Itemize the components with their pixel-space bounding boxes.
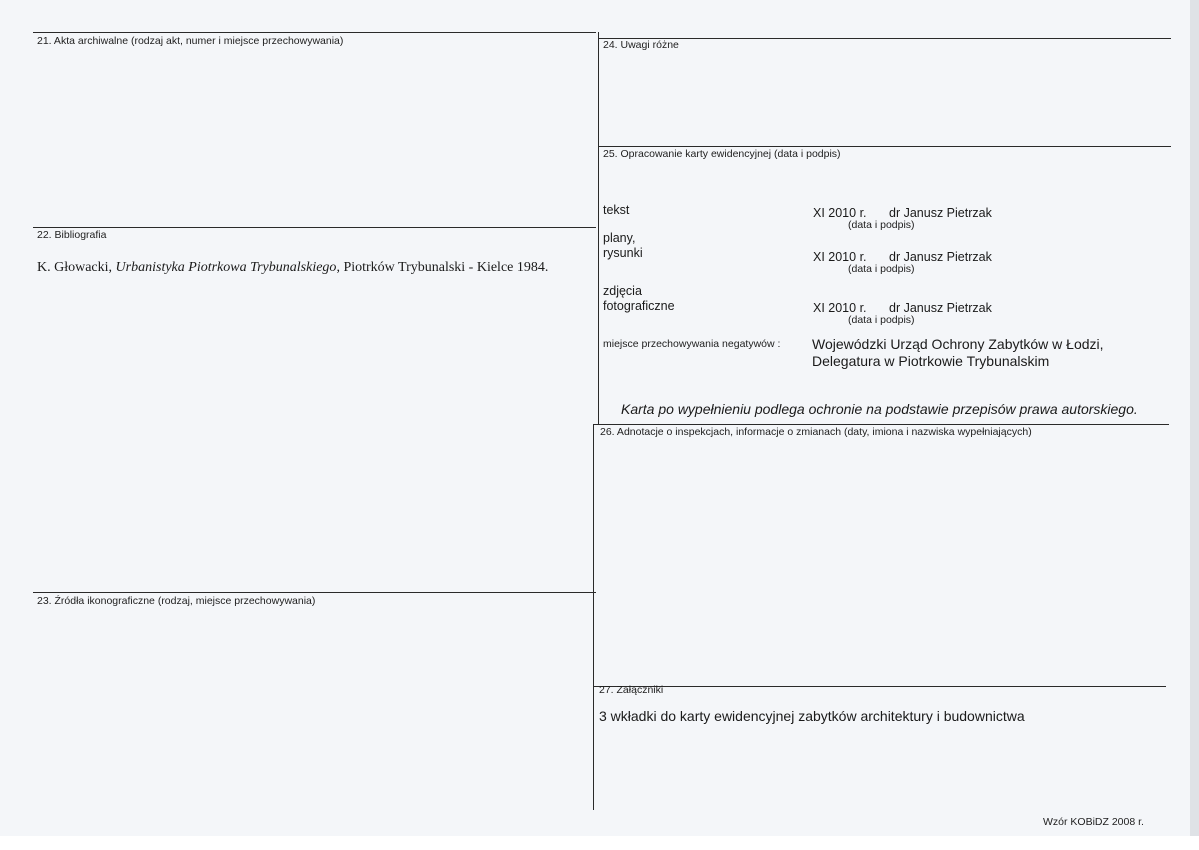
section-25-label: 25. Opracowanie karty ewidencyjnej (data i podpis) <box>603 148 841 160</box>
rule-21-top <box>33 32 596 33</box>
row-plany-type-2: rysunki <box>603 246 643 260</box>
row-tekst-type: tekst <box>603 203 630 217</box>
bibliography-rest: , Piotrków Trybunalski - Kielce 1984. <box>336 260 549 275</box>
rule-22-top <box>33 227 596 228</box>
rule-25-top <box>598 146 1171 147</box>
row-plany-hint: (data i podpis) <box>848 263 915 275</box>
scan-edge-right <box>1190 0 1199 850</box>
section-24-label: 24. Uwagi różne <box>603 39 679 51</box>
row-tekst-author: dr Janusz Pietrzak <box>889 206 992 220</box>
section-23-label: 23. Źródła ikonograficzne (rodzaj, miejsce przechowywania) <box>37 595 316 607</box>
row-tekst-hint: (data i podpis) <box>848 219 915 231</box>
negatives-label: miejsce przechowywania negatywów : <box>603 338 781 350</box>
bibliography-entry <box>37 260 548 276</box>
row-zdjecia-type-2: fotograficzne <box>603 299 675 313</box>
row-plany-author: dr Janusz Pietrzak <box>889 250 992 264</box>
section-26-label: 26. Adnotacje o inspekcjach, informacje o zmianach (daty, imiona i nazwiska wypełniających) <box>600 426 1032 438</box>
column-divider-upper <box>598 32 599 424</box>
column-divider-lower <box>593 424 594 810</box>
section-22-label: 22. Bibliografia <box>37 229 107 241</box>
attachments-value: 3 wkładki do karty ewidencyjnej zabytków architektury i budownictwa <box>599 708 1025 724</box>
bibliography-title: Urbanistyka Piotrkowa Trybunalskiego <box>115 260 337 275</box>
row-zdjecia-date: XI 2010 r. <box>813 301 867 315</box>
row-tekst-date: XI 2010 r. <box>813 206 867 220</box>
negatives-value-line-2: Delegatura w Piotrkowie Trybunalskim <box>812 353 1050 369</box>
copyright-note: Karta po wypełnieniu podlega ochronie na podstawie przepisów prawa autorskiego. <box>621 401 1138 417</box>
row-zdjecia-author: dr Janusz Pietrzak <box>889 301 992 315</box>
scan-edge-bottom <box>0 836 1199 850</box>
negatives-value-line-1: Wojewódzki Urząd Ochrony Zabytków w Łodzi, <box>812 336 1104 352</box>
rule-23-top <box>33 592 596 593</box>
row-plany-type-1: plany, <box>603 231 636 245</box>
row-plany-date: XI 2010 r. <box>813 250 867 264</box>
row-zdjecia-hint: (data i podpis) <box>848 314 915 326</box>
section-21-label: 21. Akta archiwalne (rodzaj akt, numer i miejsce przechowywania) <box>37 35 344 47</box>
row-zdjecia-type-1: zdjęcia <box>603 284 642 298</box>
rule-24-top <box>598 38 1171 39</box>
bibliography-author: K. Głowacki, <box>37 260 113 275</box>
rule-26-top <box>593 424 1169 425</box>
rule-27-top <box>593 686 1166 687</box>
section-27-label: 27. Załączniki <box>599 684 664 696</box>
template-version: Wzór KOBiDZ 2008 r. <box>1043 816 1144 828</box>
